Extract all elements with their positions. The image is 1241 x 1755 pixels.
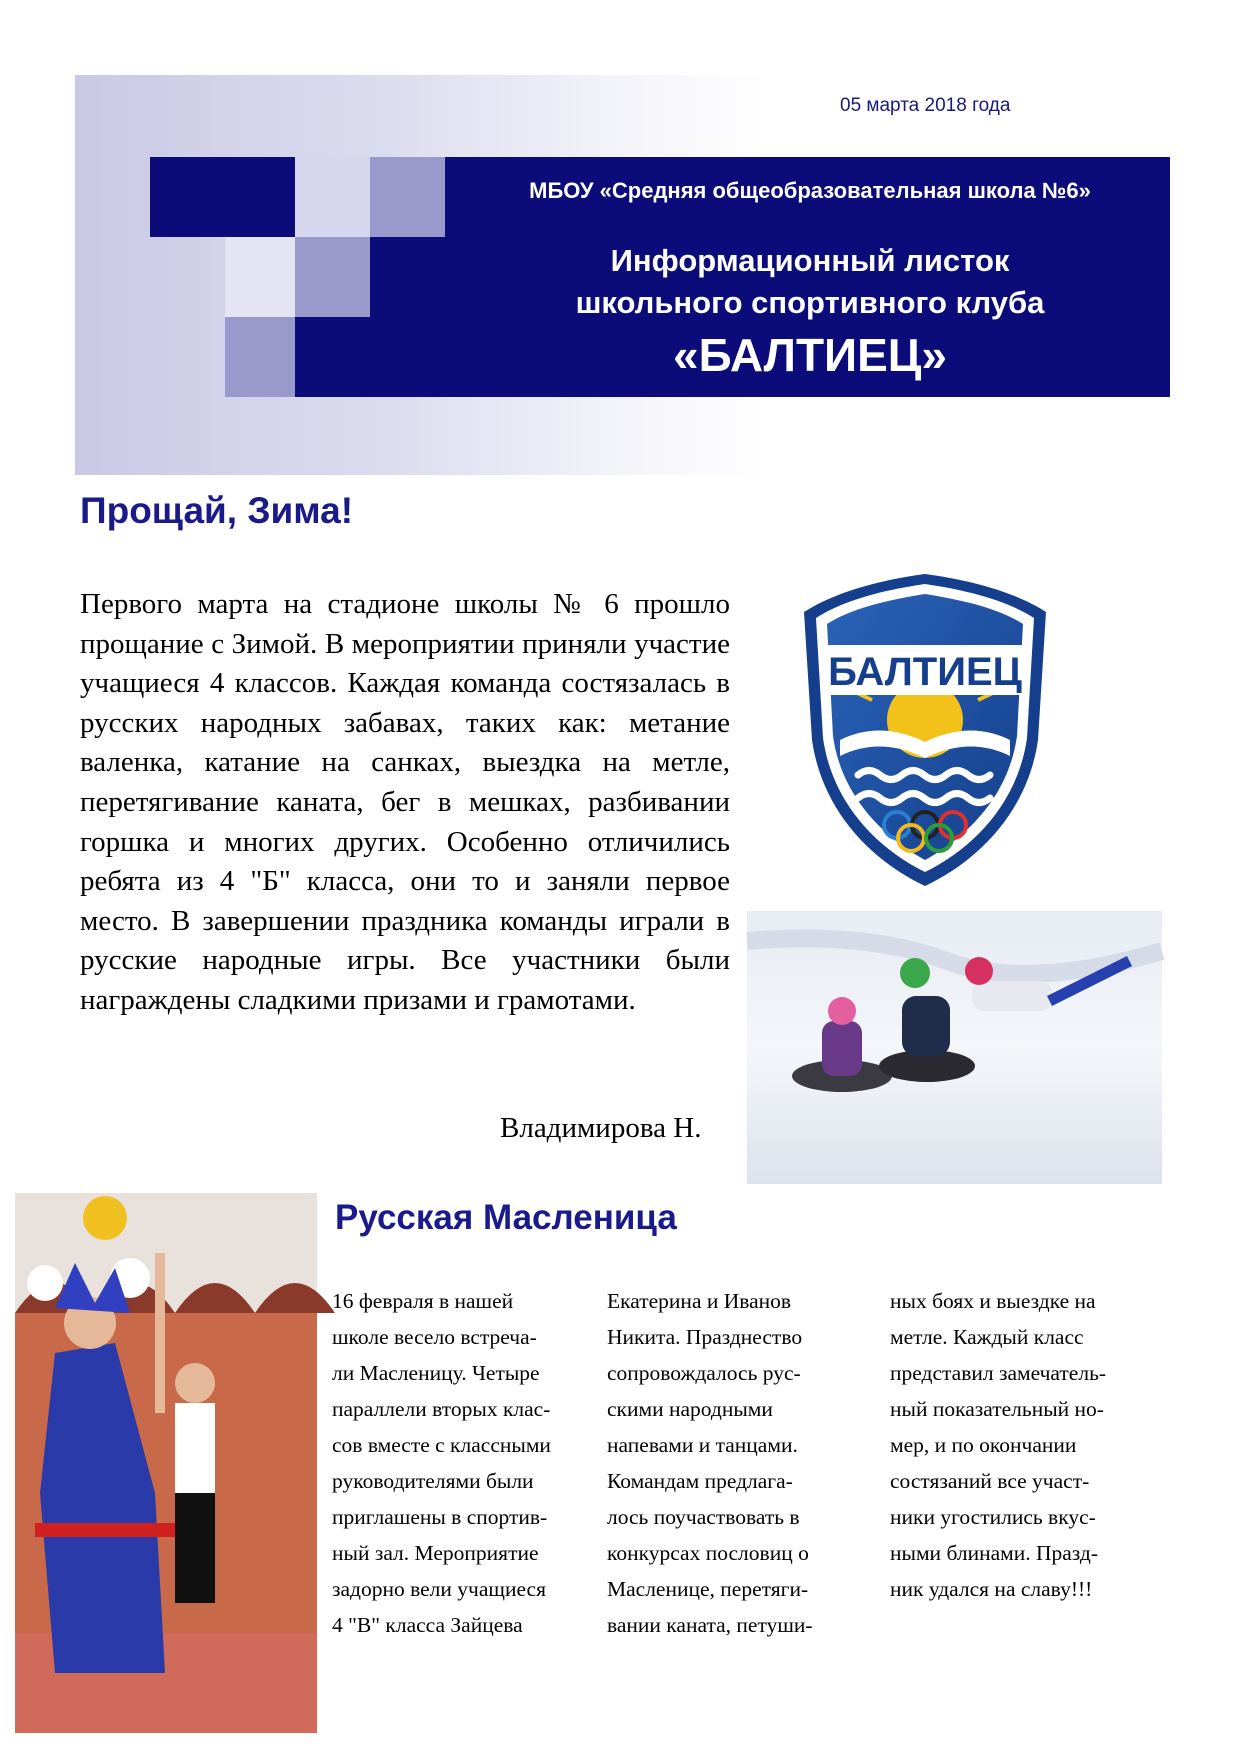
issue-date: 05 марта 2018 года bbox=[840, 95, 1011, 116]
decor-square bbox=[225, 237, 300, 317]
decor-square bbox=[225, 317, 295, 397]
decor-square bbox=[295, 157, 370, 237]
club-logo bbox=[800, 557, 1050, 890]
club-name: «БАЛТИЕЦ» bbox=[673, 329, 947, 381]
article-body: Первого марта на стадионе школы № 6 прошло прощание с Зимой. В мероприятии приняли участие учащиеся 4 классов. Каждая команда состязалась в русских народных забавах, таких как: метание валенка, катание на санках, выездка на метле, перетягивание каната, бег в мешках, разбивании горшка и многих других. Особенно отличились ребята из 4 "Б" класса, они то и заняли первое место. В завершении праздника команды играли в русские народные игры. Все участники были награждены сладкими призами и грамотами. bbox=[80, 588, 730, 1016]
decor-square bbox=[370, 157, 445, 237]
logo-name: БАЛТИЕЦ bbox=[828, 650, 1022, 694]
article2-column-3: ных боях и выездке на метле. Каждый класс представил замечатель- ный показательный но- мер, и по окончании состязаний все участ- ники угостились вкус- ными блинами. Празд- ник удался на славу!!! bbox=[890, 1289, 1107, 1601]
article2-column-2: Екатерина и Иванов Никита. Празднество сопровождалось рус- скими народными напевами и танцами. Командам предлага- лось поучаствовать в конкурсах пословиц о Масленице, перетяги- вании каната, петуши- bbox=[607, 1289, 813, 1637]
decor-square bbox=[295, 237, 370, 317]
article2-heading: Русская Масленица bbox=[335, 1198, 677, 1237]
school-name: МБОУ «Средняя общеобразовательная школа №6» bbox=[529, 178, 1091, 203]
sledding-photo bbox=[747, 911, 1162, 1184]
title-line-2: школьного спортивного клуба bbox=[575, 285, 1045, 320]
article-heading: Прощай, Зима! bbox=[80, 490, 354, 531]
article-author: Владимирова Н. bbox=[500, 1112, 702, 1144]
title-line-1: Информационный листок bbox=[610, 243, 1010, 278]
decor-square bbox=[150, 157, 225, 237]
logo-top-text: ШКОЛЬНЫЙ СПОРТИВНЫЙ КЛУБ bbox=[800, 557, 1035, 573]
article2-column-1: 16 февраля в нашей школе весело встреча- ли Масленицу. Четыре параллели вторых клас- сов вместе с классными руководителями были приглашены в спортив- ный зал. Мероприятие задорно вели учащиеся 4 "В" класса Зайцева bbox=[332, 1289, 551, 1637]
maslenitsa-photo bbox=[15, 1193, 317, 1733]
newsletter-title bbox=[470, 240, 1150, 324]
